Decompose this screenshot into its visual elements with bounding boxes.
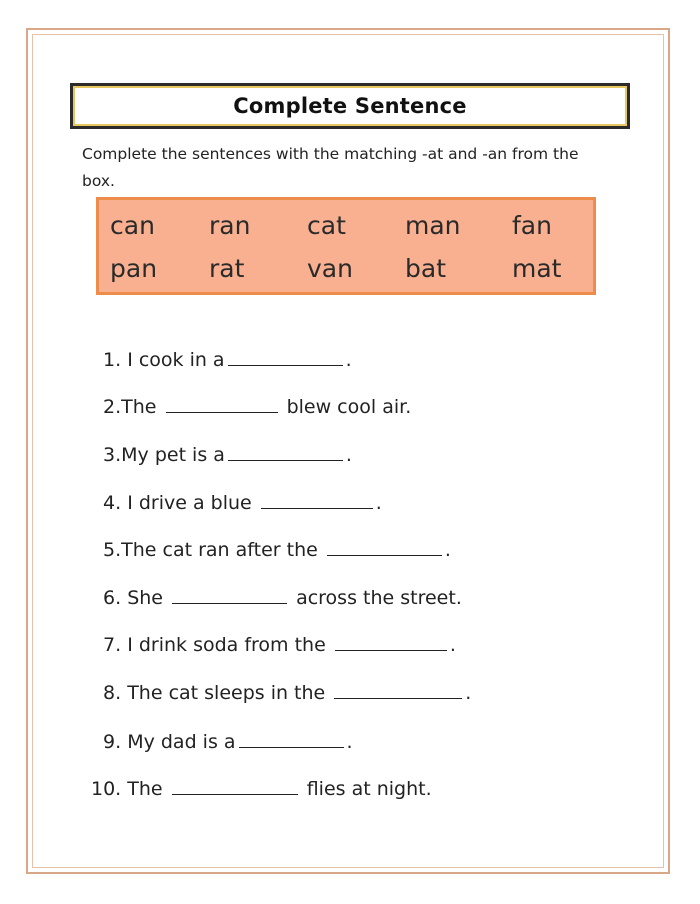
- sentence-text-after: .: [375, 492, 382, 514]
- sentence-text-after: .: [345, 444, 352, 466]
- sentence-text-before: My dad is a: [127, 731, 236, 753]
- sentence-text-after: flies at night.: [306, 778, 432, 800]
- sentence-text-before: She: [127, 587, 163, 609]
- sentence-text-before: I drink soda from the: [127, 634, 326, 656]
- sentence-number: 7.: [103, 634, 122, 656]
- word-bank-box: [96, 197, 596, 295]
- answer-blank[interactable]: [172, 586, 287, 604]
- sentence-text-after: blew cool air.: [286, 396, 412, 418]
- sentence-item: [103, 680, 471, 706]
- sentence-text-after: .: [444, 539, 451, 561]
- sentence-text-before: The: [127, 778, 163, 800]
- sentence-number: 6.: [103, 587, 122, 609]
- sentence-text-after: .: [465, 682, 472, 704]
- sentence-item: [103, 394, 411, 420]
- answer-blank[interactable]: [172, 777, 298, 795]
- sentence-text-before: I cook in a: [127, 349, 225, 371]
- sentence-text-before: My pet is a: [121, 444, 225, 466]
- sentence-item: [103, 537, 451, 563]
- sentence-item: [91, 776, 432, 802]
- sentence-item: [103, 490, 382, 516]
- sentence-number: 10.: [91, 778, 122, 800]
- word-bank-word: rat: [209, 254, 245, 283]
- word-bank-word: ran: [209, 211, 251, 240]
- word-bank-row-2: [99, 252, 593, 292]
- sentence-item: [103, 729, 353, 755]
- sentence-item: [103, 347, 352, 373]
- sentence-item: [103, 632, 456, 658]
- sentence-text-after: .: [345, 349, 352, 371]
- sentence-item: [103, 585, 462, 611]
- answer-blank[interactable]: [327, 538, 442, 556]
- answer-blank[interactable]: [228, 348, 343, 366]
- word-bank-word: cat: [307, 211, 346, 240]
- worksheet-title: Complete Sentence: [233, 94, 467, 118]
- word-bank-word: bat: [405, 254, 446, 283]
- word-bank-word: mat: [512, 254, 562, 283]
- instructions: Complete the sentences with the matching -at and -an from the box.: [82, 145, 579, 190]
- sentence-number: 8.: [103, 682, 122, 704]
- sentence-text-before: The cat ran after the: [121, 539, 318, 561]
- sentence-number: 4.: [103, 492, 122, 514]
- word-bank-row-1: [99, 209, 593, 249]
- sentence-text-before: The: [121, 396, 157, 418]
- answer-blank[interactable]: [335, 633, 447, 651]
- answer-blank[interactable]: [166, 395, 278, 413]
- sentence-number: 9.: [103, 731, 122, 753]
- answer-blank[interactable]: [261, 491, 373, 509]
- sentence-number: 3.: [103, 444, 122, 466]
- sentence-number: 2.: [103, 396, 122, 418]
- word-bank-word: van: [307, 254, 353, 283]
- word-bank-word: pan: [110, 254, 158, 283]
- sentence-text-before: The cat sleeps in the: [127, 682, 326, 704]
- answer-blank[interactable]: [239, 730, 344, 748]
- sentence-text-after: across the street.: [296, 587, 462, 609]
- sentence-text-after: .: [449, 634, 456, 656]
- sentence-number: 1.: [103, 349, 122, 371]
- sentence-number: 5.: [103, 539, 122, 561]
- answer-blank[interactable]: [334, 681, 462, 699]
- title-box: [70, 83, 630, 129]
- word-bank-word: can: [110, 211, 155, 240]
- word-bank-word: man: [405, 211, 461, 240]
- answer-blank[interactable]: [228, 443, 343, 461]
- sentence-item: [103, 442, 352, 468]
- word-bank-word: fan: [512, 211, 552, 240]
- sentence-text-after: .: [346, 731, 353, 753]
- sentence-text-before: I drive a blue: [127, 492, 252, 514]
